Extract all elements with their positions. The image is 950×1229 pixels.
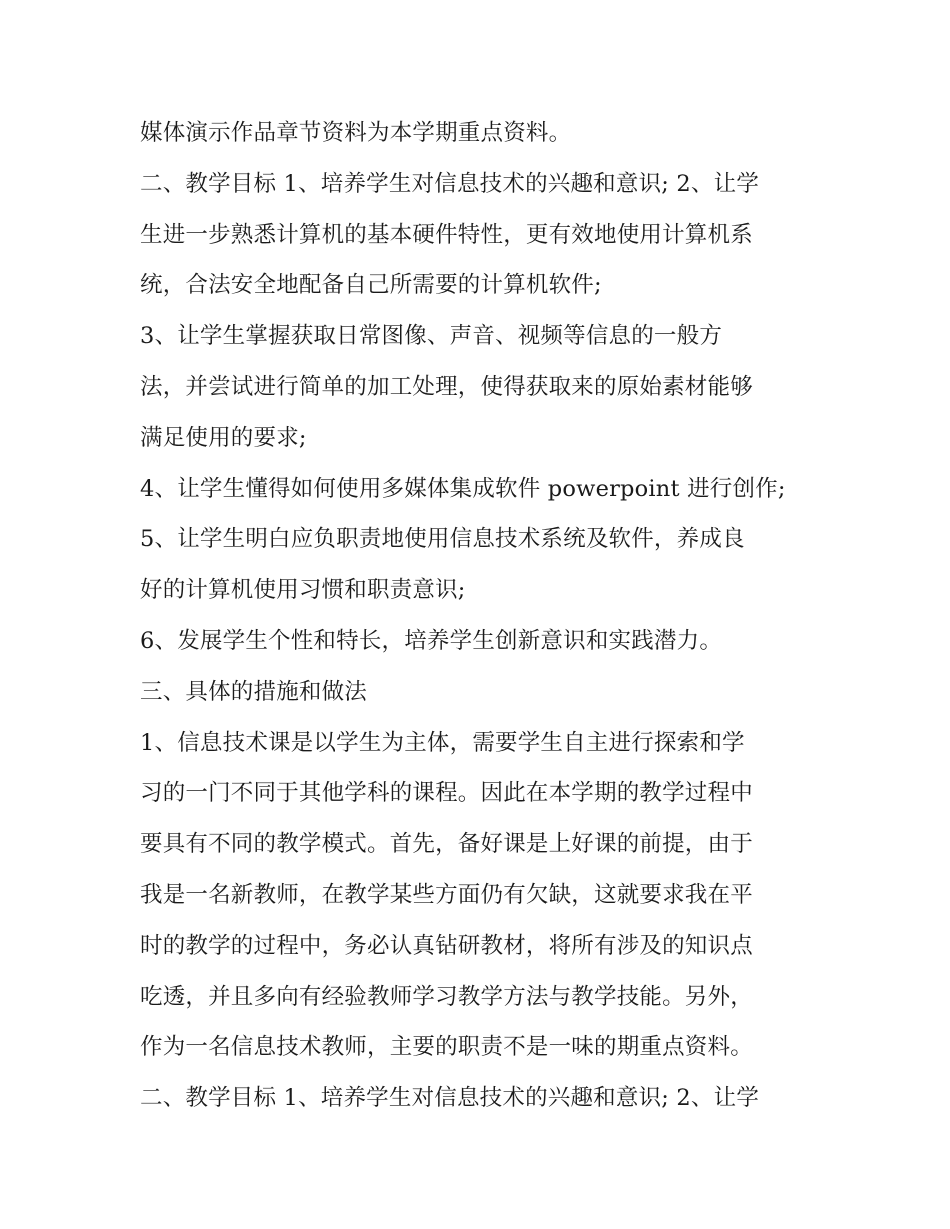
text-line: 4、让学生懂得如何使用多媒体集成软件 powerpoint 进行创作; — [140, 475, 786, 502]
text-line: 吃透，并且多向有经验教师学习教学方法与教学技能。另外， — [140, 983, 753, 1010]
text-line: 要具有不同的教学模式。首先，备好课是上好课的前提，由于 — [140, 831, 753, 858]
text-line: 5、让学生明白应负职责地使用信息技术系统及软件，养成良 — [140, 526, 745, 553]
text-line: 我是一名新教师，在教学某些方面仍有欠缺，这就要求我在平 — [140, 881, 753, 908]
text-line: 作为一名信息技术教师，主要的职责不是一味的期重点资料。 — [140, 1034, 753, 1061]
text-line: 生进一步熟悉计算机的基本硬件特性，更有效地使用计算机系 — [140, 221, 753, 248]
document-body — [140, 108, 820, 1124]
text-line: 媒体演示作品章节资料为本学期重点资料。 — [140, 120, 572, 146]
text-line: 3、让学生掌握获取日常图像、声音、视频等信息的一般方 — [140, 323, 723, 350]
section-heading: 三、具体的措施和做法 — [140, 678, 368, 705]
text-line: 好的计算机使用习惯和职责意识; — [140, 577, 466, 604]
text-line: 1、信息技术课是以学生为主体，需要学生自主进行探索和学 — [140, 729, 745, 756]
text-line: 满足使用的要求; — [140, 424, 307, 451]
text-line: 习的一门不同于其他学科的课程。因此在本学期的教学过程中 — [140, 780, 753, 807]
text-line: 二、教学目标 1、培养学生对信息技术的兴趣和意识; 2、让学 — [140, 1085, 760, 1112]
text-line: 6、发展学生个性和特长，培养学生创新意识和实践潜力。 — [140, 627, 723, 654]
text-line: 统，合法安全地配备自己所需要的计算机软件; — [140, 272, 602, 299]
text-line: 时的教学的过程中，务必认真钻研教材，将所有涉及的知识点 — [140, 932, 753, 959]
text-line: 二、教学目标 1、培养学生对信息技术的兴趣和意识; 2、让学 — [140, 170, 760, 197]
text-line: 法，并尝试进行简单的加工处理，使得获取来的原始素材能够 — [140, 373, 753, 400]
